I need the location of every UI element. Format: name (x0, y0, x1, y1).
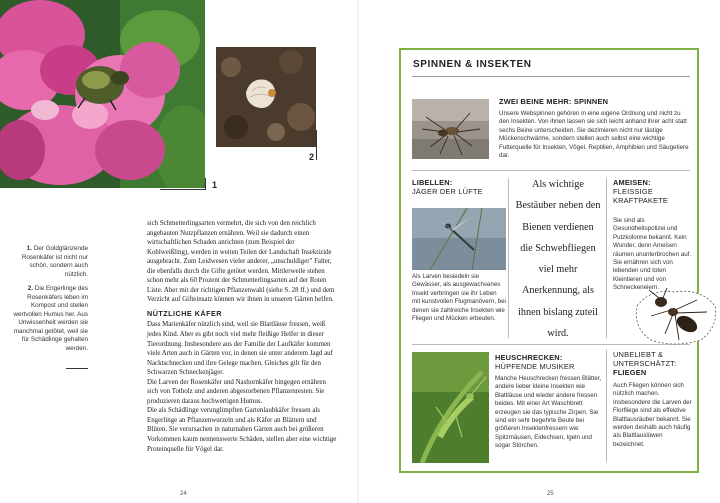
heading-fliegen-main: FLIEGEN (613, 368, 647, 377)
heading-ameisen-sub: FLEISSIGE KRAFTPAKETE (613, 187, 669, 205)
heading-ameisen (613, 178, 693, 205)
heading-nuetzliche-kaefer: NÜTZLICHE KÄFER (147, 308, 222, 318)
caption-1-text: Der Goldglänzende Rosenkäfer ist nicht nur schön, sondern auch nützlich. (21, 245, 88, 278)
photo-captions (8, 245, 88, 359)
heading-libellen (412, 178, 506, 196)
heading-ameisen-main: AMEISEN: (613, 178, 651, 187)
heading-spinnen (499, 97, 691, 106)
heading-spinnen-prefix: ZWEI BEINE MEHR: (499, 97, 572, 106)
captions-rule (66, 368, 88, 369)
heading-libellen-main: LIBELLEN: (412, 178, 453, 187)
body-paragraph-1: sich Schmetterlingsarten vermehrt, die sich von den reichlich angebauten Nutzpflanzen ernähren. Weil sie dadurch einen wirtschaftlichen Schaden anrichten (zum Beispiel der Kohlweißling), werden in weiten Teilen der Landschaft Insektizide ausgebracht. Zum Leidwesen vieler anderer, „unschuldiger" Falter, die ebenfalls durch die Gifte getötet werden. Mittlerweile stehen schon mehr als 60 Prozent der Schmetterlingsarten auf der Roten Liste. Aber mit der richtigen Pflanzenwahl (siehe S. 28 ff.) und dem Verzicht auf Gifteinsatz können wir ihnen in unseren Gärten helfen. (147, 220, 335, 304)
heading-libellen-sub: JÄGER DER LÜFTE (412, 187, 483, 196)
caption-2 (8, 285, 88, 353)
section-fliegen (613, 350, 693, 449)
heading-heuschrecken (495, 353, 603, 371)
box-title-divider (412, 76, 690, 77)
heading-fliegen-prefix: UNBELIEBT & UNTERSCHÄTZT: (613, 350, 677, 368)
spider-photo (412, 99, 489, 159)
insects-info-box (399, 48, 699, 473)
section-libellen (412, 178, 506, 196)
body-paragraph-3: Die Larven der Rosenkäfer und Nashornkäfer hingegen ernähren sich von Totholz und anderen abgestorbenen Pflanzenresten. Sie produzieren daraus hochwertigen Humus. (147, 378, 326, 405)
photo2-number: 2 (309, 152, 315, 162)
heading-heuschrecken-main: HEUSCHRECKEN: (495, 353, 563, 362)
section-spinnen (499, 97, 691, 160)
photo2-rule (316, 130, 317, 160)
photo1-number: 1 (212, 180, 218, 190)
divider-quote-ameisen (606, 178, 607, 338)
dragonfly-photo (412, 208, 506, 270)
text-spinnen: Unsere Webspinnen gehören in eine eigene Ordnung und nicht zu den Insekten. Von ihnen lassen sie sich leicht anhand ihrer acht statt sechs Beine unterscheiden. Sie dezimieren nicht nur lästige Mückenschwärme, sondern stellen auch selbst eine wichtige Futterquelle für Insekten, Vögel, Reptilien, Amphibien und Säugetiere dar. (499, 110, 689, 160)
body-paragraph-4: Die als Schädlinge verunglimpften Gartenlaubkäfer fressen als Engerlinge an Pflanzenwurzeln und als Käfer an Blättern und Blüten. Sie verursachen in naturnahen Gärten auch bei größeren Vorkommen kaum nennenswerte Schäden, stellen aber eine wichtige Proteinquelle für Vögel dar. (147, 407, 337, 453)
rose-chafer-photo (0, 0, 205, 188)
page-number-right: 25 (547, 491, 554, 497)
text-fliegen: Auch Fliegen können sich nützlich machen. Insbesondere die Larven der Florfliege sind als effektive Blattlausräuber bekannt. Sie werden deshalb auch häufig als Blattlauslöwen bezeichnet. (613, 382, 692, 448)
caption-2-text: Die Engerlinge des Rosenkäfers leben im Kompost und stellen wertvollen Humus her. Aus Unwissenheit werden sie manchmal getötet, weil sie für Schädlinge gehalten werden. (13, 285, 88, 352)
text-ameisen: Sie sind als Gesundheitspolizei und Putzkolonne bekannt. Kein Wunder, denn Ameisen räumen ununterbrochen auf. Sie ernähren sich von lebenden und toten Kleintieren und von Schneckeneiern. (613, 217, 692, 292)
grub-photo (216, 47, 316, 147)
divider-libellen-quote (508, 178, 509, 338)
heading-fliegen (613, 350, 693, 377)
heading-spinnen-main: SPINNEN (573, 97, 609, 106)
caption-1 (8, 245, 88, 279)
grasshopper-photo (412, 352, 489, 463)
caption-1-number: 1. (26, 245, 32, 252)
text-heuschrecken: Manche Heuschrecken fressen Blätter, andere lieber kleine Insekten wie Blattläuse und wieder andere fressen beides. Mit einer Art Waschbrett erzeugen sie das typische Zirpen. Sie sind ein sehr begehrte Beute bei größeren Insektenfressern wie Spitzmäusen, Eidechsen, Igeln und sogar Störchen. (495, 375, 602, 450)
divider-heu-fliegen (606, 350, 607, 462)
section-heuschrecken (495, 353, 603, 451)
caption-2-number: 2. (27, 285, 34, 292)
page-number-left: 24 (180, 491, 187, 497)
divider-spinnen (412, 170, 690, 171)
left-body-text (147, 219, 337, 454)
photo1-rule-h (160, 189, 206, 190)
box-title: SPINNEN & INSEKTEN (413, 59, 532, 70)
ant-illustration (631, 286, 719, 346)
body-paragraph-2: Dass Marienkäfer nützlich sind, weil sie Blattläuse fressen, weiß jedes Kind. Aber es gibt noch viel mehr fleißige Helfer in dieser Tierordnung. Insbesondere aus der Familie der Laufkäfer kommen viele Arten auch in Gärten vor, in denen sie unter anderem Jagd auf Nacktschnecken und ihre Gelege machen. Gleiches gilt für den Schwarzen Schneckenjäger. (147, 321, 333, 377)
pull-quote: Als wichtige Bestäuber neben den Bienen verdienen die Schwebfliegen viel mehr Anerkennung, als ihnen bislang zuteil wird. (515, 179, 601, 340)
section-ameisen (613, 178, 693, 293)
text-libellen: Als Larven besiedeln sie Gewässer, als ausgewachsenes Insekt verbringen sie ihr Leben mit kunstvollen Flugmanövern, bei denen sie zahlreiche Insekten wie Fliegen und Mücken erbeuten. (412, 273, 506, 323)
heading-heuschrecken-sub: HÜPFENDE MUSIKER (495, 362, 575, 371)
